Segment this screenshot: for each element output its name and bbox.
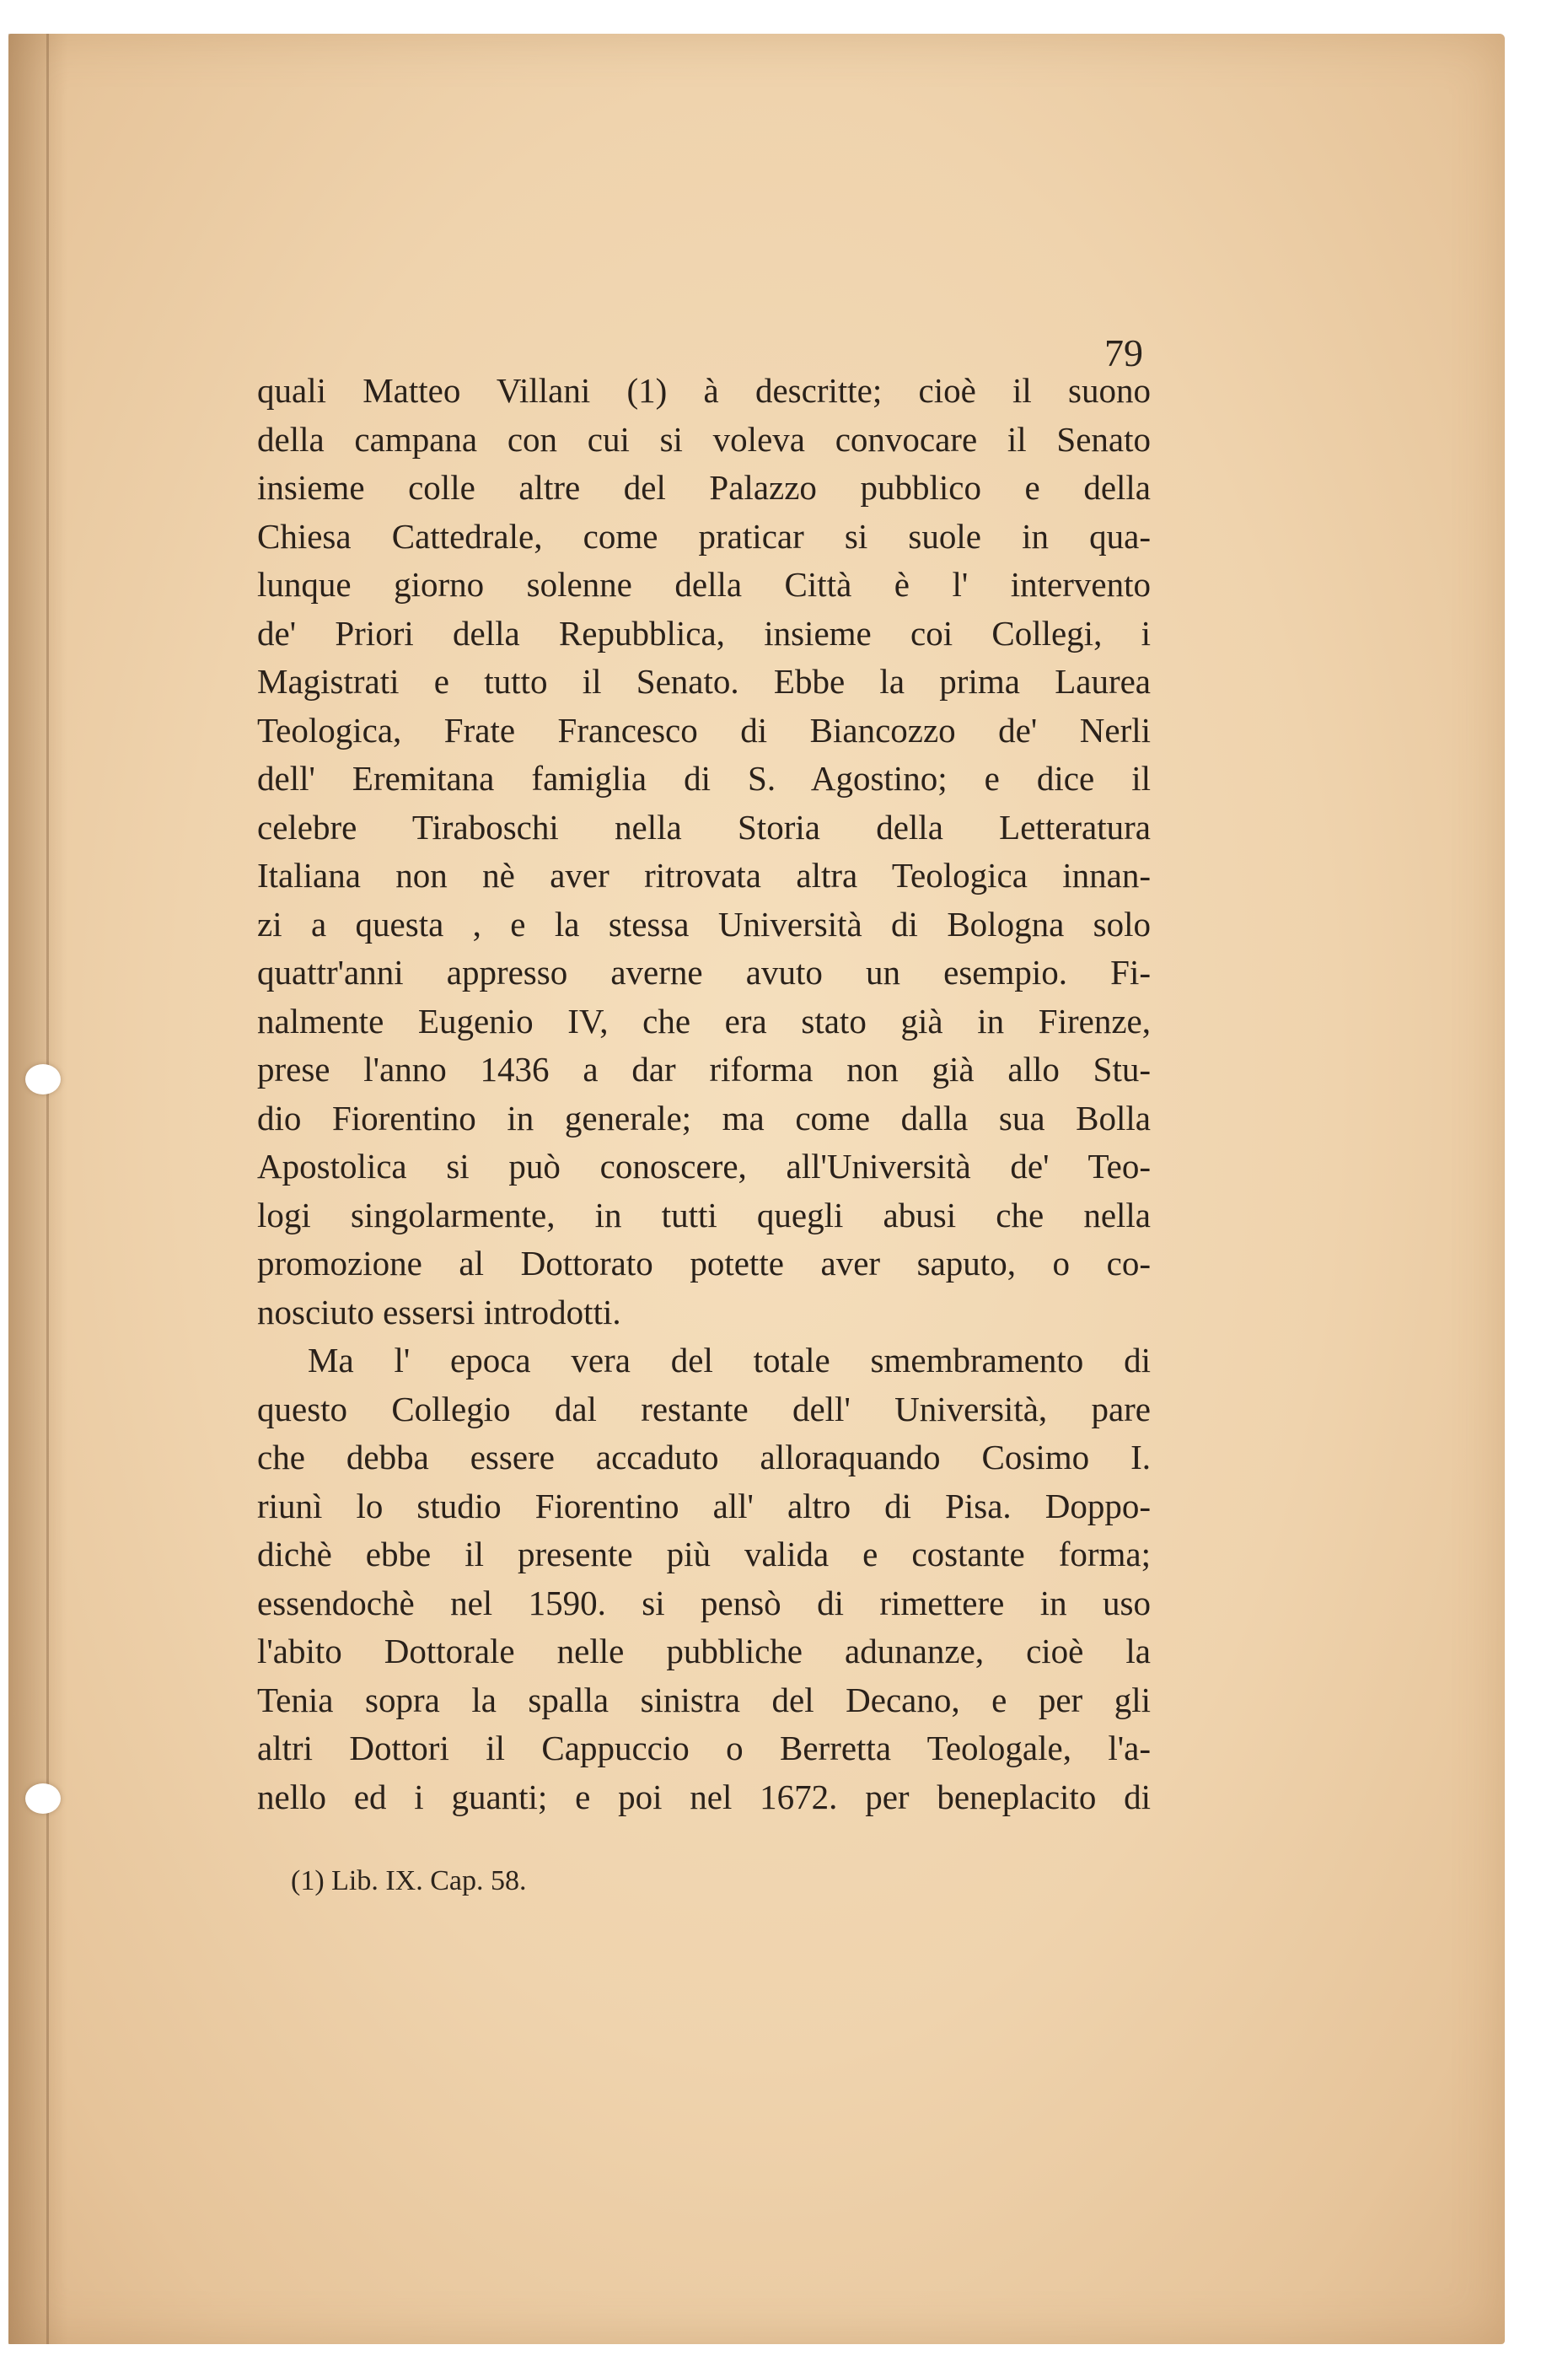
text-line: nosciuto essersi introdotti.	[257, 1292, 621, 1331]
text-line: Magistrati e tutto il Senato. Ebbe la prima Laurea	[257, 662, 1151, 701]
binding-edge	[46, 34, 49, 2344]
text-line: celebre Tiraboschi nella Storia della Letteratura	[257, 807, 1151, 847]
text-line: questo Collegio dal restante dell' Università, pare	[257, 1389, 1151, 1428]
binding-shadow	[8, 34, 67, 2344]
text-line: Ma l' epoca vera del totale smembramento di	[308, 1341, 1151, 1379]
text-line: Teologica, Frate Francesco di Biancozzo de' Nerli	[257, 710, 1151, 750]
text-line: che debba essere accaduto alloraquando Cosimo I.	[257, 1438, 1151, 1476]
text-line: logi singolarmente, in tutti quegli abusi che nella	[257, 1195, 1151, 1234]
text-line: de' Priori della Repubblica, insieme coi Collegi, i	[257, 613, 1151, 653]
text-line: zi a questa , e la stessa Università di Bologna solo	[257, 904, 1151, 944]
text-line: quali Matteo Villani (1) à descritte; cioè il suono	[257, 371, 1151, 410]
binding-hole	[25, 1064, 61, 1094]
text-line: lunque giorno solenne della Città è l' intervento	[257, 565, 1151, 604]
text-line: dichè ebbe il presente più valida e costante forma;	[257, 1535, 1151, 1573]
text-line: riunì lo studio Fiorentino all' altro di Pisa. Doppo-	[257, 1486, 1151, 1525]
footnote: (1) Lib. IX. Cap. 58.	[291, 1865, 527, 1896]
text-line: quattr'anni appresso averne avuto un esempio. Fi-	[257, 953, 1151, 992]
text-line: altri Dottori il Cappuccio o Berretta Teologale, l'a-	[257, 1729, 1151, 1767]
body-text	[257, 367, 1151, 1821]
text-line: essendochè nel 1590. si pensò di rimettere in uso	[257, 1583, 1151, 1622]
text-line: dell' Eremitana famiglia di S. Agostino; e dice il	[257, 759, 1151, 798]
text-line: l'abito Dottorale nelle pubbliche adunanze, cioè la	[257, 1632, 1151, 1670]
text-line: prese l'anno 1436 a dar riforma non già allo Stu-	[257, 1050, 1151, 1089]
text-line: nalmente Eugenio IV, che era stato già in Firenze,	[257, 1001, 1151, 1041]
text-line: Chiesa Cattedrale, come praticar si suole in qua-	[257, 516, 1151, 556]
text-line: Apostolica si può conoscere, all'Università de' Teo-	[257, 1147, 1151, 1186]
text-line: dio Fiorentino in generale; ma come dalla sua Bolla	[257, 1098, 1151, 1137]
text-line: promozione al Dottorato potette aver saputo, o co-	[257, 1244, 1151, 1283]
text-line: della campana con cui si voleva convocare il Senato	[257, 419, 1151, 459]
text-line: insieme colle altre del Palazzo pubblico e della	[257, 468, 1151, 507]
binding-hole	[25, 1783, 61, 1814]
text-line: Italiana non nè aver ritrovata altra Teologica innan-	[257, 856, 1151, 895]
text-line: Tenia sopra la spalla sinistra del Decano, e per gli	[257, 1680, 1151, 1719]
page-number: 79	[1104, 331, 1143, 374]
text-line: nello ed i guanti; e poi nel 1672. per beneplacito di	[257, 1777, 1151, 1816]
